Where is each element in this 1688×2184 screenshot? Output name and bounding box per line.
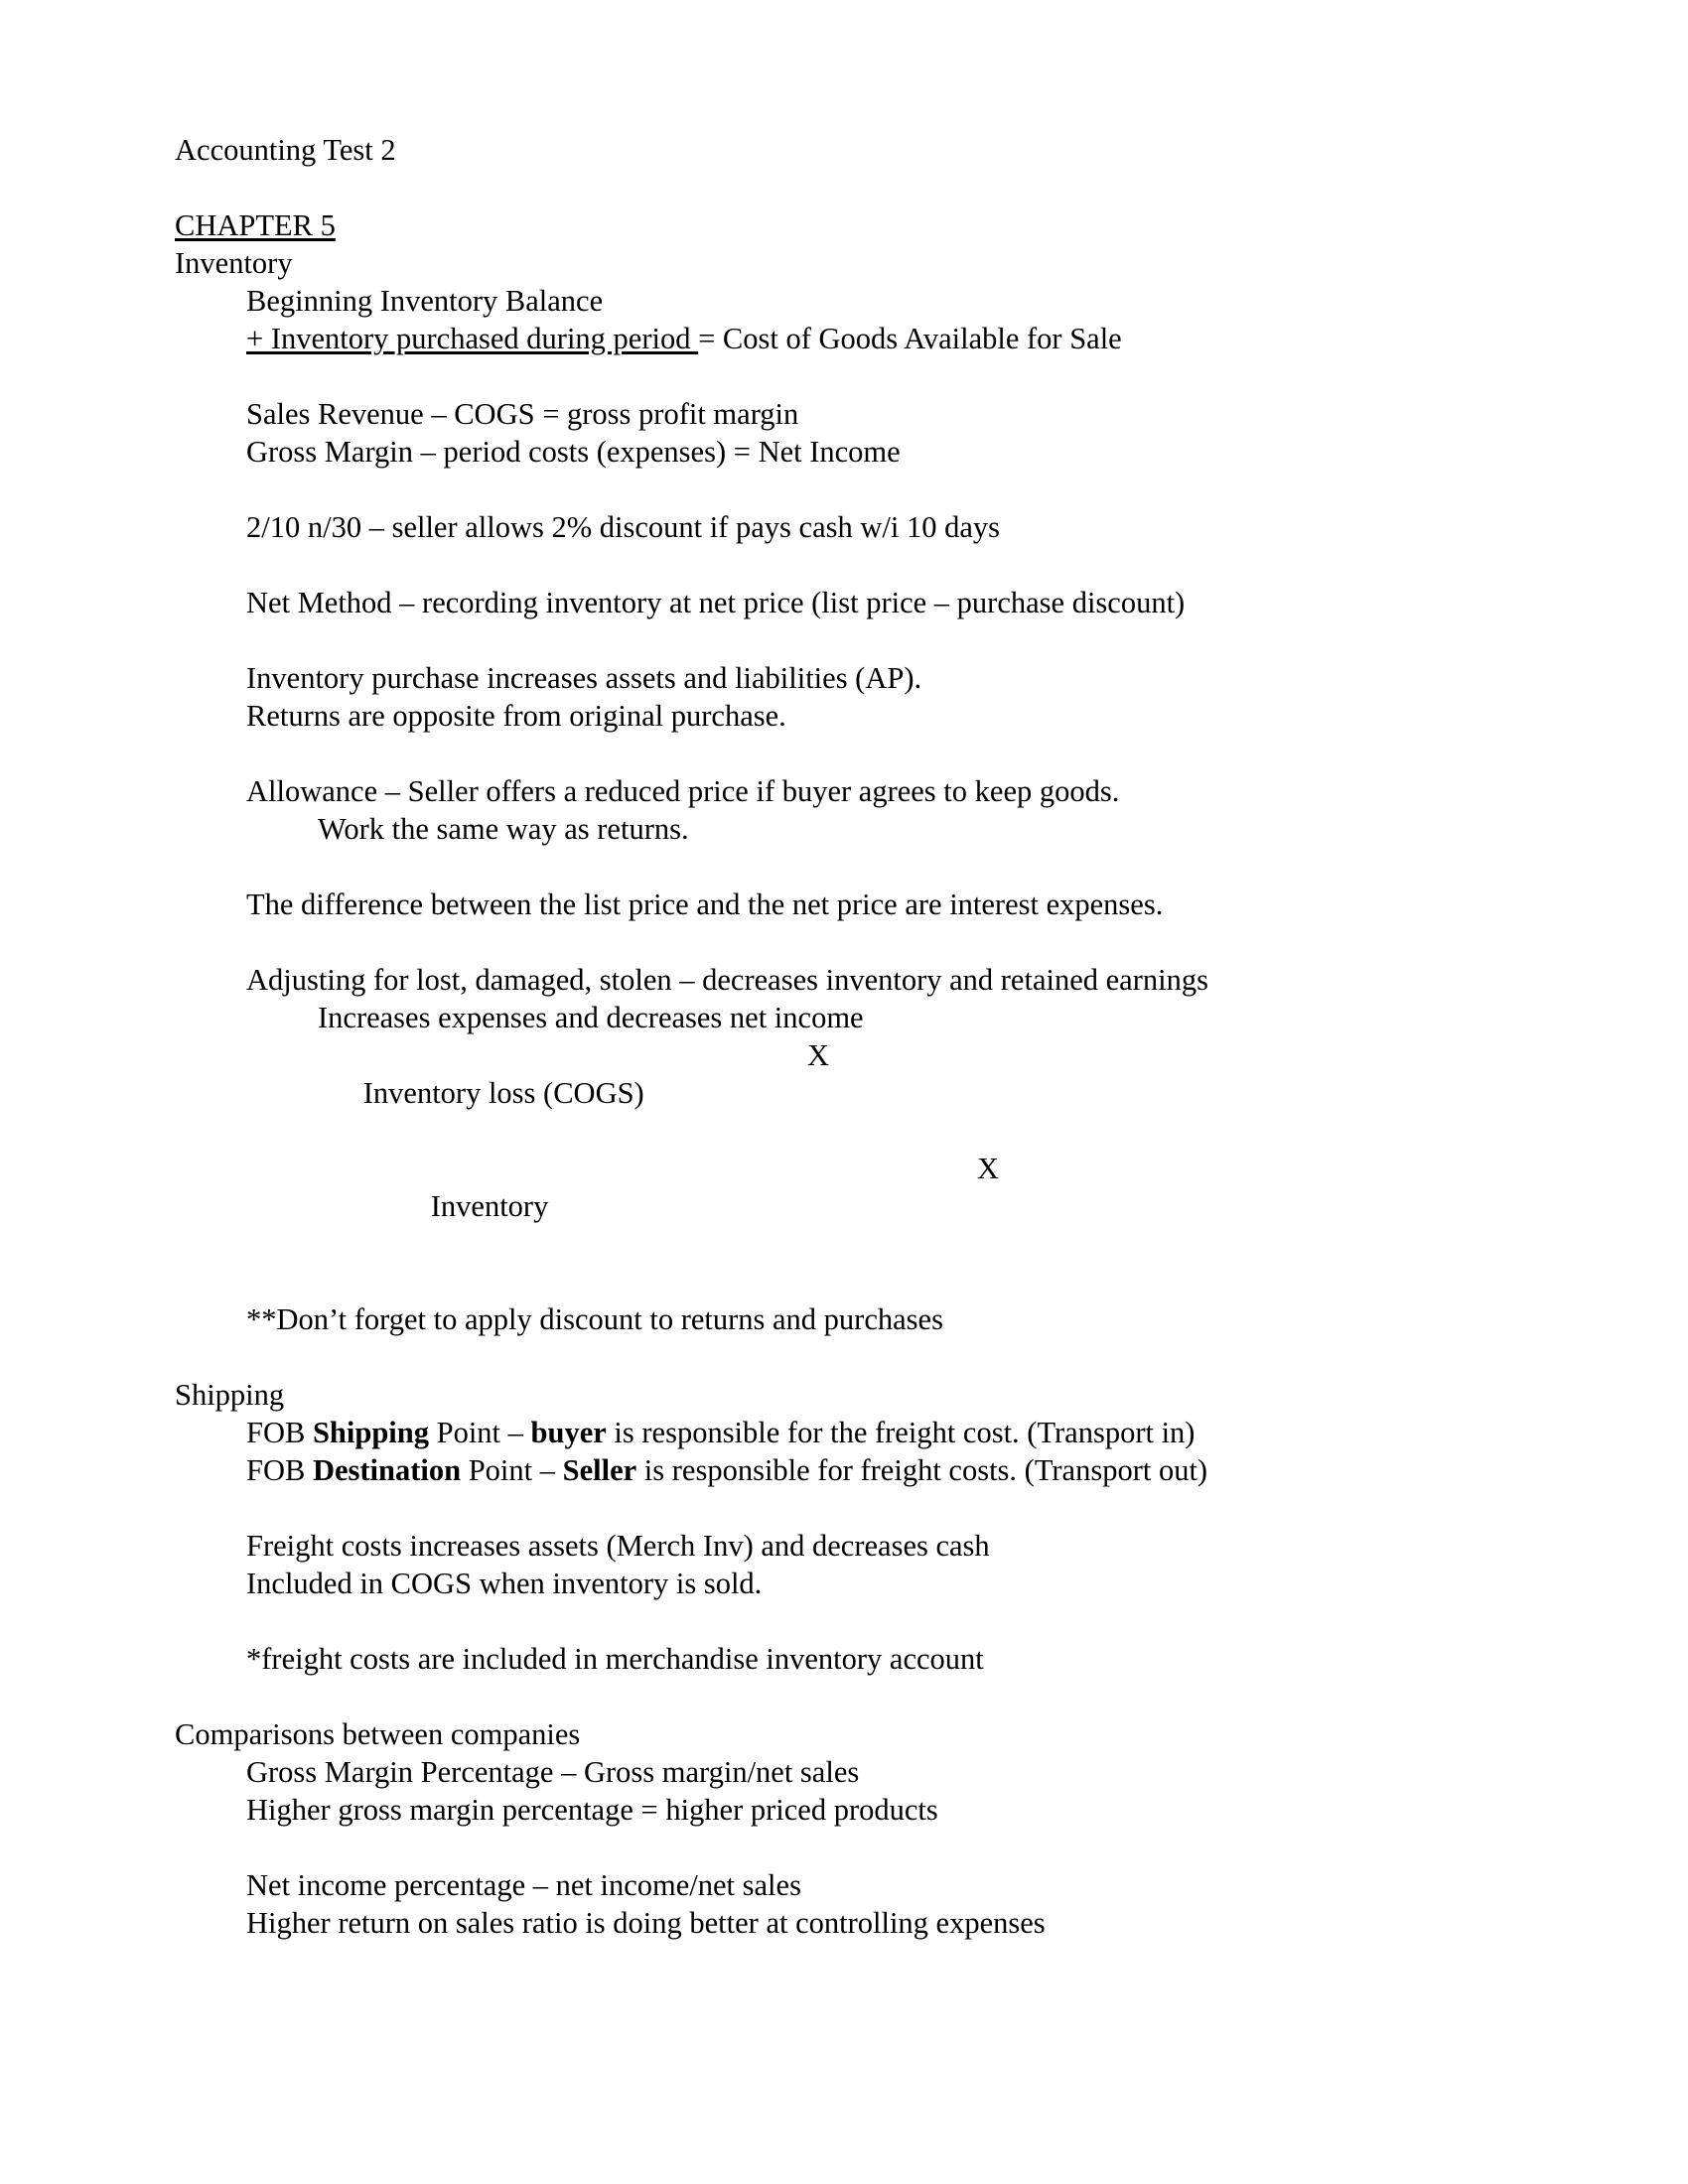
blank-line <box>175 1263 1585 1300</box>
inventory-purchase-effect-line: Inventory purchase increases assets and liabilities (AP). <box>246 661 922 695</box>
journal-entry-credit-row <box>385 1150 1585 1263</box>
blank-line <box>175 1829 1585 1866</box>
section-heading-comparisons: Comparisons between companies <box>175 1717 581 1751</box>
journal-entry-debit-row <box>318 1036 1585 1150</box>
fob-shipping-suffix: is responsible for the freight cost. (Transport in) <box>606 1416 1196 1449</box>
blank-line <box>175 546 1585 584</box>
blank-line <box>175 621 1585 659</box>
blank-line <box>175 1338 1585 1376</box>
fob-destination-suffix: is responsible for freight costs. (Transport out) <box>636 1453 1208 1487</box>
discount-reminder-note: **Don’t forget to apply discount to returns and purchases <box>246 1302 943 1336</box>
freight-cost-effect-line: Freight costs increases assets (Merch Inv) and decreases cash <box>246 1529 990 1563</box>
document-title: Accounting Test 2 <box>175 133 396 167</box>
blank-line <box>175 357 1585 395</box>
adjusting-entry-line: Adjusting for lost, damaged, stolen – decreases inventory and retained earnings <box>246 963 1208 997</box>
cost-of-goods-available-result: = Cost of Goods Available for Sale <box>698 322 1122 355</box>
net-income-percentage-line: Net income percentage – net income/net sales <box>246 1868 801 1902</box>
fob-shipping-point-line <box>246 1414 1585 1451</box>
net-income-formula: Gross Margin – period costs (expenses) = Net Income <box>246 435 901 469</box>
blank-line <box>175 471 1585 508</box>
blank-line <box>175 1489 1585 1527</box>
cost-of-goods-available-line <box>246 320 1585 357</box>
chapter-heading <box>175 206 1585 244</box>
journal-entry-credit-amount: X <box>977 1152 1000 1185</box>
fob-destination-prefix: FOB <box>246 1453 313 1487</box>
blank-line <box>175 923 1585 961</box>
blank-line <box>175 169 1585 206</box>
fob-shipping-bold-term: Shipping <box>312 1416 429 1449</box>
fob-destination-middle: Point – <box>461 1453 563 1487</box>
fob-shipping-responsible-party: buyer <box>530 1416 607 1449</box>
net-method-line: Net Method – recording inventory at net price (list price – purchase discount) <box>246 586 1186 619</box>
freight-inventory-note: *freight costs are included in merchandise inventory account <box>246 1642 984 1676</box>
gross-margin-percentage-line: Gross Margin Percentage – Gross margin/net sales <box>246 1755 860 1789</box>
fob-destination-bold-term: Destination <box>312 1453 462 1487</box>
gross-margin-meaning-line: Higher gross margin percentage = higher priced products <box>246 1793 938 1827</box>
journal-entry-credit-account: Inventory <box>430 1189 549 1223</box>
freight-cogs-line: Included in COGS when inventory is sold. <box>246 1567 763 1600</box>
section-heading-shipping: Shipping <box>175 1378 285 1412</box>
document-body <box>175 131 1585 1942</box>
blank-line <box>175 1602 1585 1640</box>
beginning-inventory-line: Beginning Inventory Balance <box>246 284 604 318</box>
blank-line <box>175 1678 1585 1715</box>
fob-shipping-middle: Point – <box>428 1416 531 1449</box>
fob-destination-responsible-party: Seller <box>562 1453 637 1487</box>
gross-profit-formula: Sales Revenue – COGS = gross profit margin <box>246 397 799 431</box>
returns-effect-line: Returns are opposite from original purchase. <box>246 699 786 733</box>
allowance-sub-line: Work the same way as returns. <box>318 812 689 846</box>
list-vs-net-price-line: The difference between the list price and the net price are interest expenses. <box>246 887 1164 921</box>
inventory-purchased-underlined: + Inventory purchased during period <box>246 322 699 355</box>
section-heading-inventory: Inventory <box>175 246 293 280</box>
adjusting-entry-sub-line: Increases expenses and decreases net income <box>318 1001 864 1034</box>
journal-entry-debit-amount: X <box>807 1038 830 1072</box>
fob-destination-point-line <box>246 1451 1585 1489</box>
chapter-heading-text: CHAPTER 5 <box>175 208 336 242</box>
net-income-meaning-line: Higher return on sales ratio is doing better at controlling expenses <box>246 1906 1046 1940</box>
blank-line <box>175 848 1585 886</box>
blank-line <box>175 735 1585 772</box>
allowance-line: Allowance – Seller offers a reduced price if buyer agrees to keep goods. <box>246 774 1120 808</box>
journal-entry-debit-account: Inventory loss (COGS) <box>362 1076 644 1110</box>
fob-shipping-prefix: FOB <box>246 1416 313 1449</box>
credit-terms-line: 2/10 n/30 – seller allows 2% discount if pays cash w/i 10 days <box>246 510 1001 544</box>
